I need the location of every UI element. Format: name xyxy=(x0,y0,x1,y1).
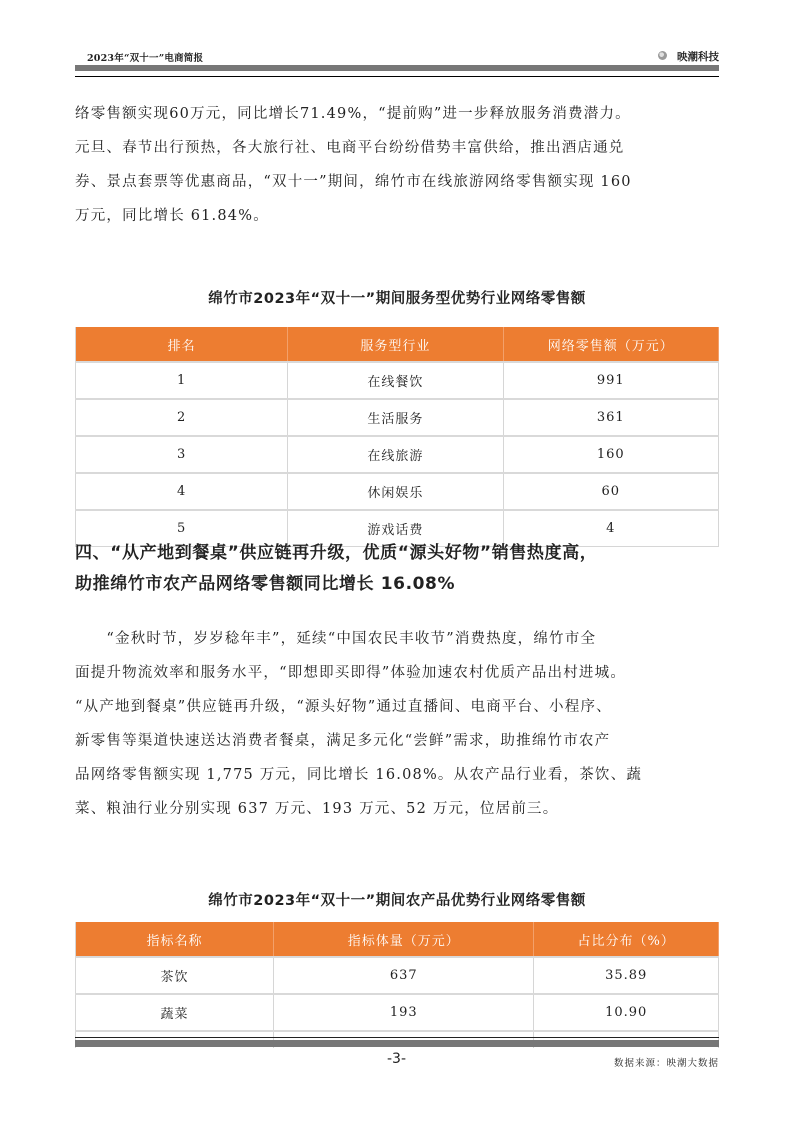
column-header: 排名 xyxy=(76,327,288,362)
footer-bar xyxy=(75,1040,719,1047)
table-row xyxy=(76,957,719,994)
paragraph-line: 券、景点套票等优惠商品，“双十一”期间，绵竹市在线旅游网络零售额实现 160 xyxy=(75,174,632,190)
name-cell: 蔬菜 xyxy=(76,994,274,1031)
footer-divider xyxy=(75,1037,719,1038)
sales-cell: 4 xyxy=(503,510,718,547)
rank-cell: 2 xyxy=(76,399,288,436)
paragraph-line: 品网络零售额实现 1,775 万元，同比增长 16.08%。从农产品行业看，茶饮、蔬 xyxy=(75,767,643,783)
volume-cell: 193 xyxy=(274,994,534,1031)
sales-cell: 991 xyxy=(503,362,718,399)
brand-name: 映潮科技 xyxy=(677,51,719,63)
industry-cell: 在线餐饮 xyxy=(288,362,503,399)
sales-cell: 361 xyxy=(503,399,718,436)
table-row xyxy=(76,399,719,436)
paragraph-line: “从产地到餐桌”供应链再升级，“源头好物”通过直播间、电商平台、小程序、 xyxy=(75,699,612,715)
agri-table-title: 绵竹市2023年“双十一”期间农产品优势行业网络零售额 xyxy=(208,893,586,909)
rank-cell: 1 xyxy=(76,362,288,399)
column-header: 服务型行业 xyxy=(288,327,503,362)
service-table-title: 绵竹市2023年“双十一”期间服务型优势行业网络零售额 xyxy=(208,291,586,307)
page-number: -3- xyxy=(386,1051,406,1067)
industry-cell: 在线旅游 xyxy=(288,436,503,473)
section-paragraph xyxy=(75,622,719,826)
sales-cell: 160 xyxy=(503,436,718,473)
table-header-row xyxy=(76,922,719,957)
rank-cell: 4 xyxy=(76,473,288,510)
rank-cell: 3 xyxy=(76,436,288,473)
paragraph-line: 万元，同比增长 61.84%。 xyxy=(75,208,269,224)
agri-table xyxy=(75,922,719,1048)
column-header: 指标体量（万元） xyxy=(274,922,534,957)
column-header: 占比分布（%） xyxy=(534,922,719,957)
header-bar xyxy=(75,65,719,71)
table-header-row xyxy=(76,327,719,362)
paragraph-line: “金秋时节，岁岁稔年丰”，延续“中国农民丰收节”消费热度，绵竹市全 xyxy=(75,631,597,647)
paragraph-line: 元旦、春节出行预热，各大旅行社、电商平台纷纷借势丰富供给，推出酒店通兑 xyxy=(75,140,625,156)
industry-cell: 休闲娱乐 xyxy=(288,473,503,510)
name-cell: 茶饮 xyxy=(76,957,274,994)
rank-cell: 5 xyxy=(76,510,288,547)
intro-paragraph xyxy=(75,97,719,233)
volume-cell: 637 xyxy=(274,957,534,994)
section-heading xyxy=(75,538,735,600)
column-header: 指标名称 xyxy=(76,922,274,957)
heading-line: 助推绵竹市农产品网络零售额同比增长 16.08% xyxy=(75,574,456,594)
brand-logo-icon xyxy=(658,51,667,60)
share-cell: 10.90 xyxy=(534,994,719,1031)
data-source: 数据来源：映潮大数据 xyxy=(613,1058,719,1069)
table-row xyxy=(76,994,719,1031)
report-title: 2023年“双十一”电商简报 xyxy=(87,53,204,64)
share-cell: 35.89 xyxy=(534,957,719,994)
paragraph-line: 菜、粮油行业分别实现 637 万元、193 万元、52 万元，位居前三。 xyxy=(75,801,559,817)
industry-cell: 游戏话费 xyxy=(288,510,503,547)
paragraph-line: 新零售等渠道快速送达消费者餐桌，满足多元化“尝鲜”需求，助推绵竹市农产 xyxy=(75,733,611,749)
paragraph-line: 络零售额实现60万元，同比增长71.49%，“提前购”进一步释放服务消费潜力。 xyxy=(75,106,631,122)
heading-line: 四、“从产地到餐桌”供应链再升级，优质“源头好物”销售热度高， xyxy=(75,543,598,563)
table-row xyxy=(76,436,719,473)
sales-cell: 60 xyxy=(503,473,718,510)
service-table xyxy=(75,327,719,547)
paragraph-line: 面提升物流效率和服务水平，“即想即买即得”体验加速农村优质产品出村进城。 xyxy=(75,665,627,681)
table-row xyxy=(76,473,719,510)
header-divider xyxy=(75,76,719,77)
column-header: 网络零售额（万元） xyxy=(503,327,718,362)
industry-cell: 生活服务 xyxy=(288,399,503,436)
table-row xyxy=(76,362,719,399)
